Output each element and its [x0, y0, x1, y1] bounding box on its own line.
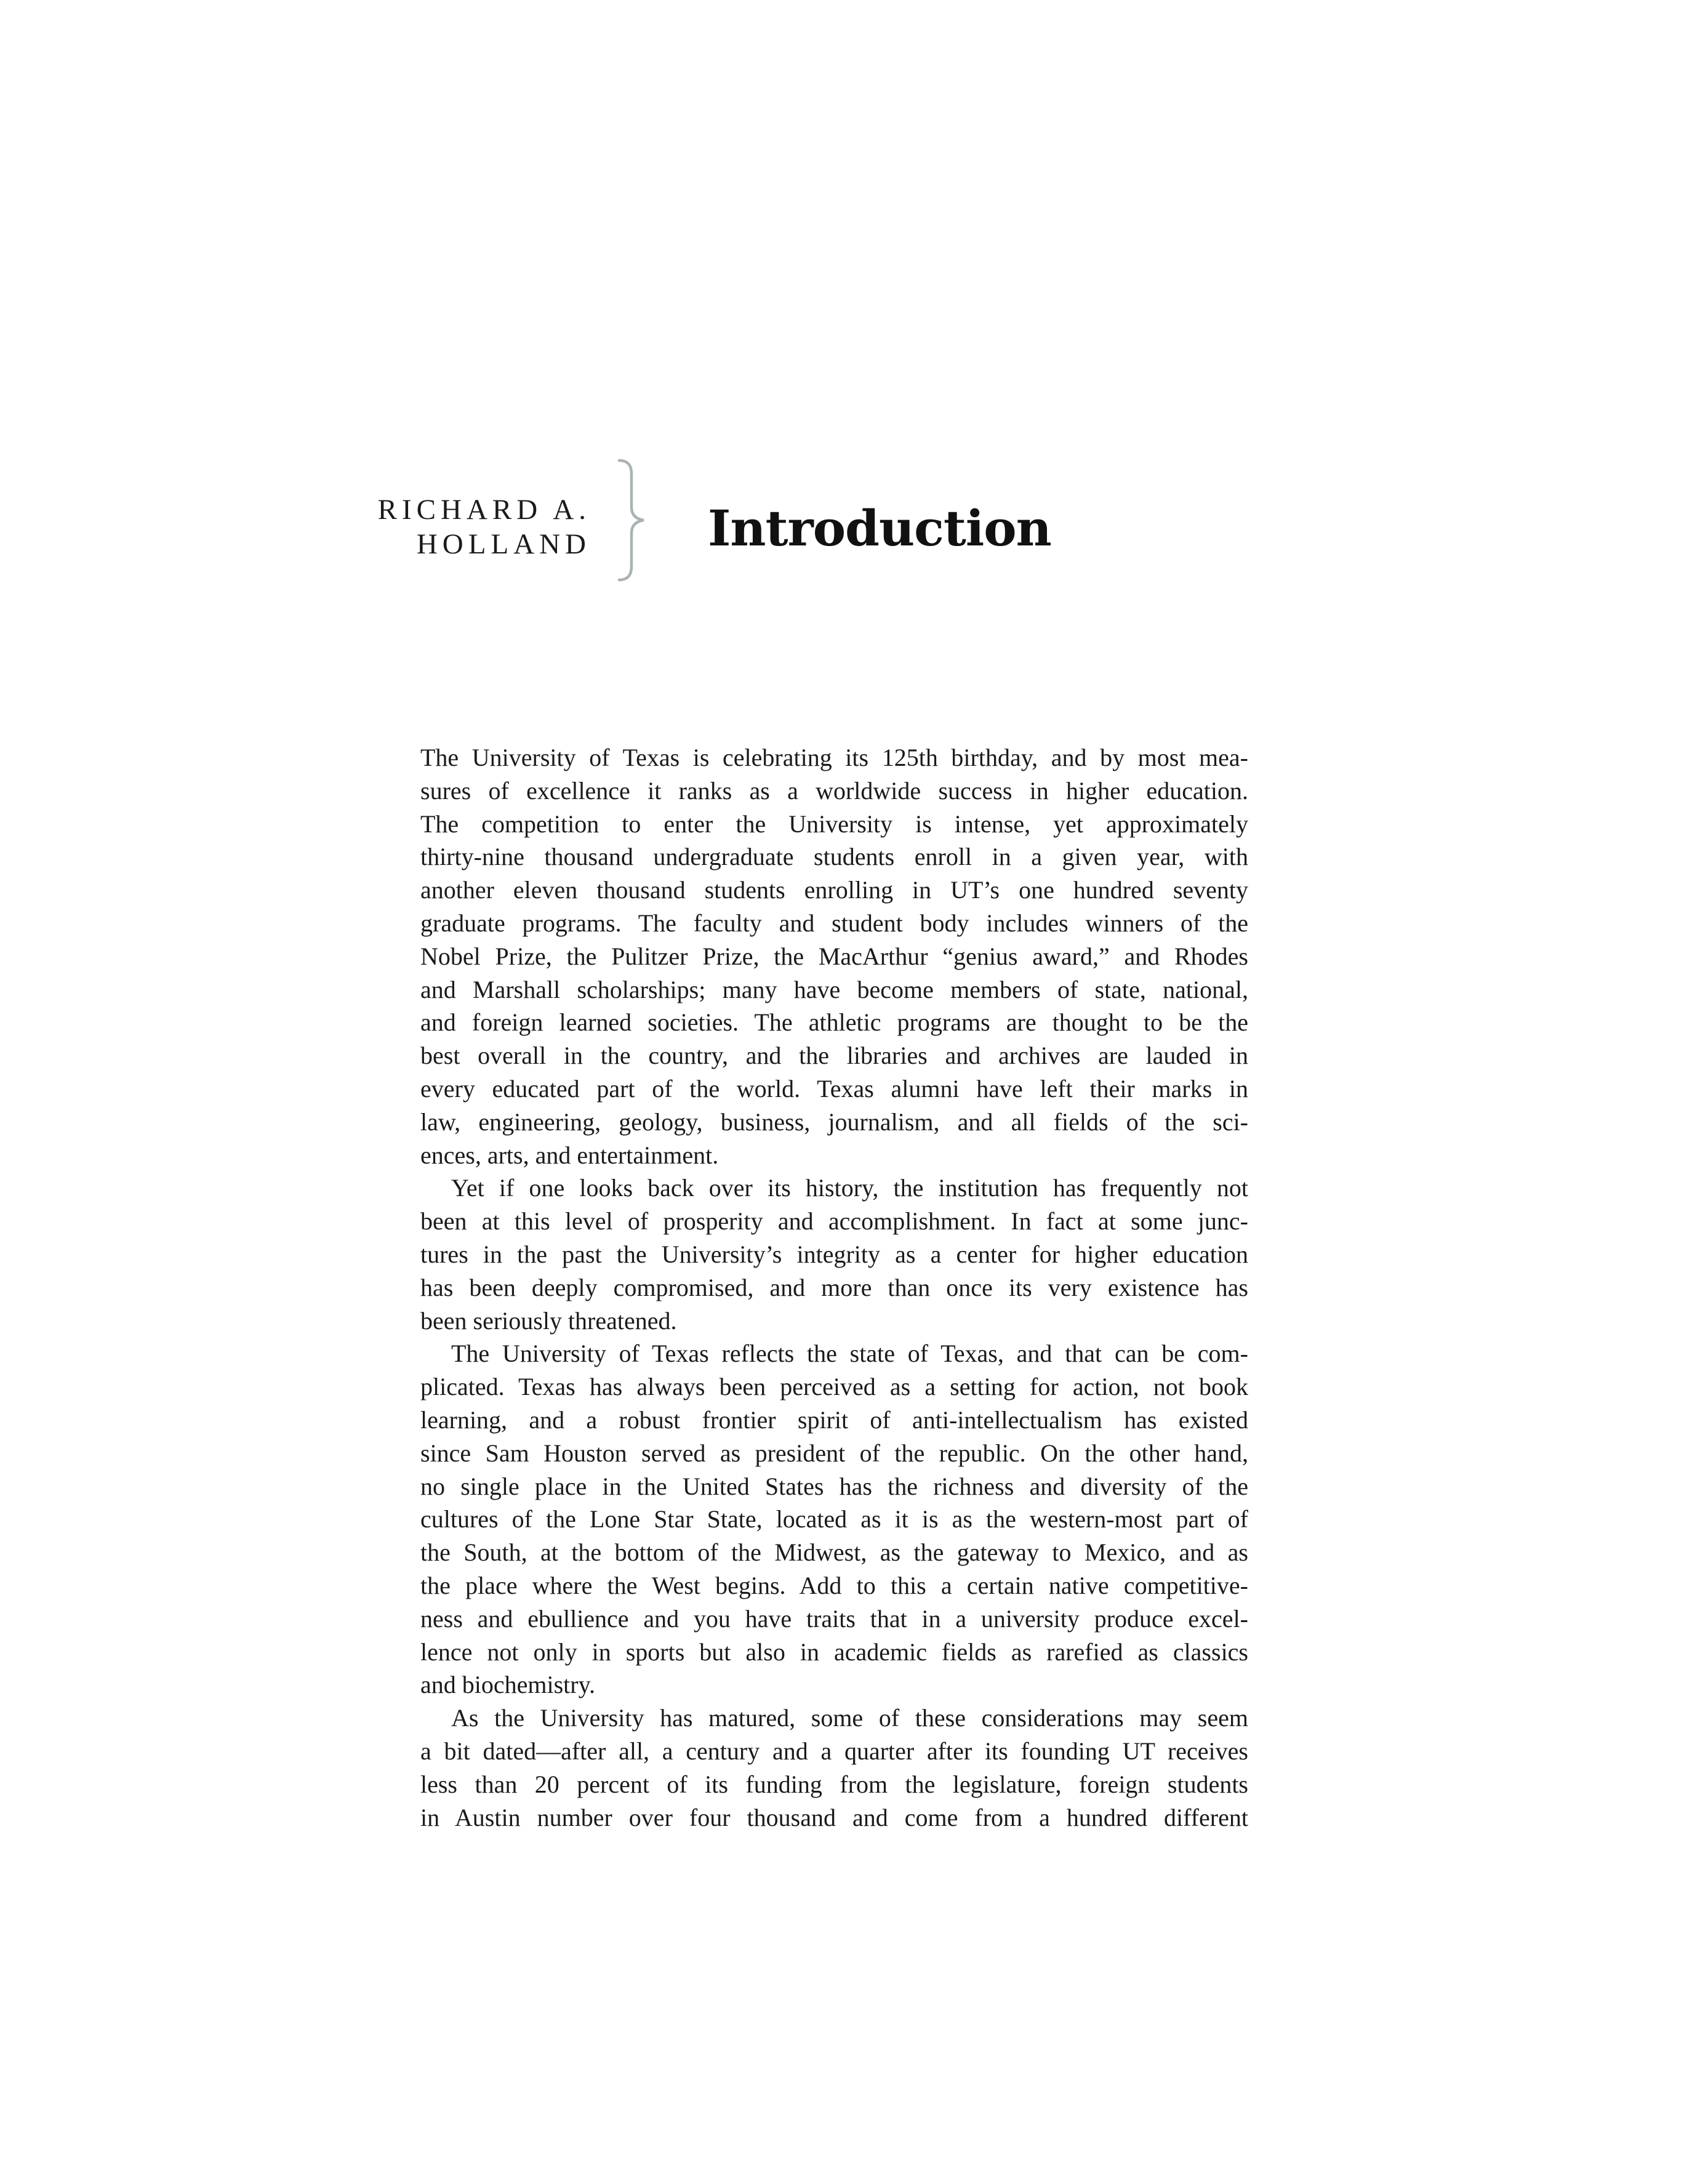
paragraph-line: since Sam Houston served as president of the republic. On the other hand, — [420, 1439, 1248, 1467]
paragraph-line: and Marshall scholarships; many have become members of state, national, — [420, 975, 1248, 1003]
author-name-line-1: RICHARD A. — [377, 494, 591, 526]
paragraph-line: lence not only in sports but also in academic fields as rarefied as classics — [420, 1638, 1248, 1666]
paragraph-line: cultures of the Lone Star State, located as it is as the western-most part of — [420, 1505, 1248, 1533]
paragraph-line: the place where the West begins. Add to this a certain native competitive- — [420, 1571, 1248, 1599]
paragraph-line: another eleven thousand students enrolling in UT’s one hundred seventy — [420, 876, 1248, 904]
paragraph-line: less than 20 percent of its funding from the legislature, foreign students — [420, 1770, 1248, 1798]
paragraph-line: The University of Texas is celebrating its 125th birthday, and by most mea- — [420, 744, 1248, 771]
paragraph-line: and biochemistry. — [420, 1671, 596, 1699]
paragraph — [420, 741, 1248, 1171]
paragraph-line: ences, arts, and entertainment. — [420, 1141, 719, 1169]
paragraph-line: graduate programs. The faculty and student body includes winners of the — [420, 909, 1248, 937]
paragraph-line: tures in the past the University’s integrity as a center for higher education — [420, 1240, 1248, 1268]
paragraph — [420, 1337, 1248, 1702]
paragraph-line: been seriously threatened. — [420, 1306, 677, 1335]
paragraph — [420, 1171, 1248, 1337]
paragraph-line: no single place in the United States has the richness and diversity of the — [420, 1472, 1248, 1500]
paragraph-line: The University of Texas reflects the state of Texas, and that can be com- — [451, 1340, 1248, 1368]
paragraph-line: every educated part of the world. Texas alumni have left their marks in — [420, 1074, 1248, 1103]
decorative-brace-icon — [611, 456, 654, 585]
author-name-line-2: HOLLAND — [416, 528, 591, 560]
paragraph-line: law, engineering, geology, business, journalism, and all fields of the sci- — [420, 1107, 1248, 1136]
paragraph-line: The competition to enter the University is intense, yet approximately — [420, 810, 1248, 838]
author-name — [308, 492, 591, 561]
paragraph-line: has been deeply compromised, and more than once its very existence has — [420, 1273, 1248, 1301]
paragraph-line: As the University has matured, some of these considerations may seem — [451, 1704, 1248, 1732]
paragraph-line: learning, and a robust frontier spirit of anti-intellectualism has existed — [420, 1405, 1248, 1434]
paragraph-line: sures of excellence it ranks as a worldwide success in higher education. — [420, 776, 1248, 805]
paragraph-line: plicated. Texas has always been perceived as a setting for action, not book — [420, 1373, 1248, 1401]
paragraph-line: and foreign learned societies. The athletic programs are thought to be the — [420, 1008, 1248, 1037]
paragraph-line: ness and ebullience and you have traits that in a university produce excel- — [420, 1604, 1248, 1633]
paragraph — [420, 1702, 1248, 1834]
paragraph-line: Yet if one looks back over its history, the institution has frequently not — [451, 1174, 1248, 1202]
paragraph-line: been at this level of prosperity and accomplishment. In fact at some junc- — [420, 1207, 1248, 1236]
body-text — [420, 741, 1248, 1834]
chapter-title: Introduction — [708, 499, 1051, 557]
paragraph-line: the South, at the bottom of the Midwest, as the gateway to Mexico, and as — [420, 1538, 1248, 1567]
paragraph-line: a bit dated—after all, a century and a quarter after its founding UT receives — [420, 1737, 1248, 1765]
paragraph-line: thirty-nine thousand undergraduate students enroll in a given year, with — [420, 843, 1248, 871]
paragraph-line: best overall in the country, and the libraries and archives are lauded in — [420, 1042, 1248, 1070]
paragraph-line: in Austin number over four thousand and come from a hundred different — [420, 1803, 1248, 1831]
paragraph-line: Nobel Prize, the Pulitzer Prize, the MacArthur “genius award,” and Rhodes — [420, 942, 1248, 970]
